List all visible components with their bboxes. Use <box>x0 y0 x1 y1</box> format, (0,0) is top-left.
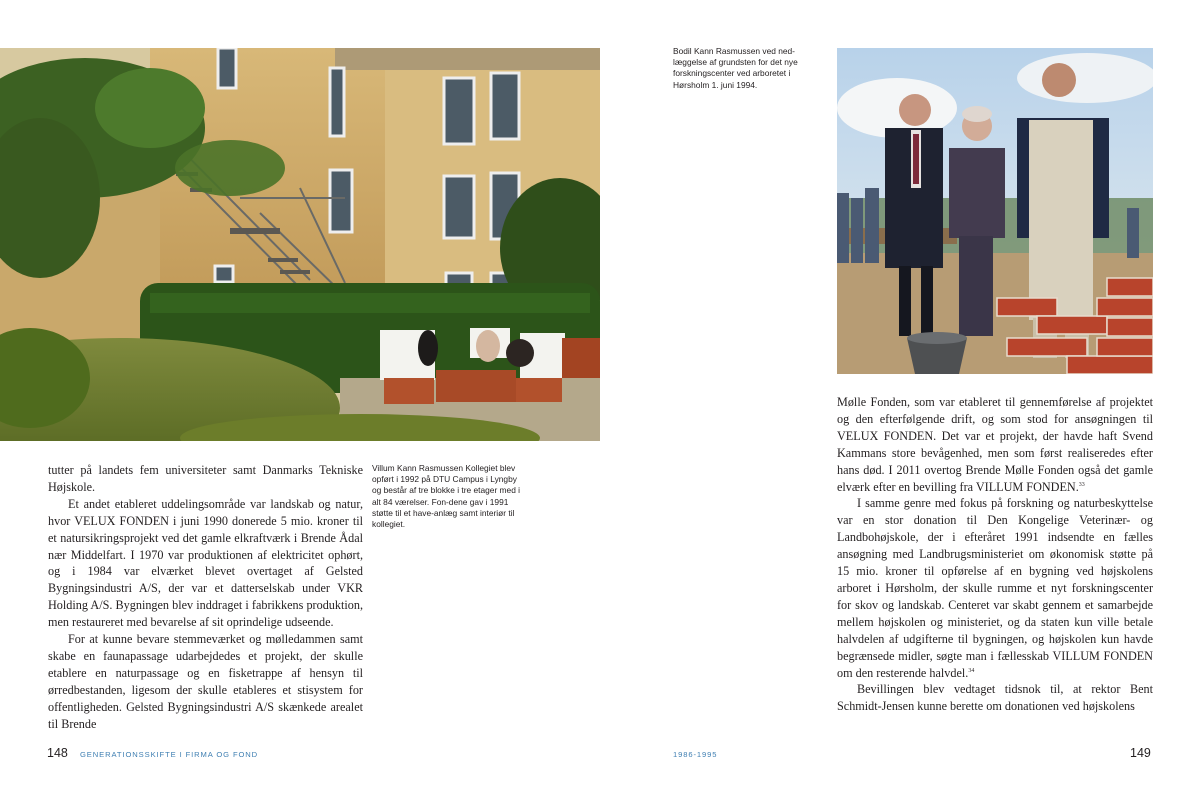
page-number: 148 <box>47 746 68 760</box>
paragraph-with-footnote <box>837 394 1153 495</box>
paragraph-text: I samme genre med fokus på forskning og naturbeskyttelse var en stor donation til Den Kongelige Veterinær- og Landbohøjskole, der i efteråret 1991 indsendte en fælles ansøgning med Landbrugsministeriet om økonomisk støtte på 15 mio. kroner til opførelse af en bygning ved højskolens arboret i Hørsholm, der skulle rumme et nyt forskningscenter for skov og landskab. Centeret var skabt gennem et samarbejde mellem højskolen og ministeriet, og da staten kun ville betale halvdelen af udgifterne til bygningen, og højskolen kun havde begrænsede midler, søgte man i fællesskab VILLUM FONDEN om den resterende halvdel. <box>837 496 1153 680</box>
paragraph: tutter på landets fem universiteter samt Danmarks Tekniske Højskole. <box>48 463 363 494</box>
paragraph-text: Mølle Fonden, som var etableret til gennemførelse af projektet og den efterfølgende drift, og som stod for ansøgningen til VELUX FONDEN. Det var et projekt, der havde haft Svend Kammans store bevågenhed, men som først realiseredes efter hans død. I 2011 overtog Brende Mølle Fonden også det gamle elværk efter en bevilling fra VILLUM FONDEN. <box>837 395 1153 494</box>
page-number: 149 <box>1130 746 1151 760</box>
paragraph-with-footnote <box>837 495 1153 681</box>
footnote-marker: 33 <box>1078 481 1085 488</box>
groundbreaking-ceremony-photo <box>837 48 1153 374</box>
footnote-marker: 34 <box>968 667 975 674</box>
photo-caption: Bodil Kann Rasmussen ved ned-læggelse af grundsten for det nye forskningscenter ved arboretet i Hørsholm 1. juni 1994. <box>673 46 798 90</box>
paragraph: For at kunne bevare stemmeværket og mølledammen samt skabe en faunapassage udarbejdedes et projekt, der skulle etablere en naturpassage og en fisketrappe af hensyn til ørredbestanden, ligesom der skulle etableres et stisystem for offentligheden. Gelsted Bygningsindustri A/S skænkede arealet til Brende <box>48 632 363 731</box>
running-head: GENERATIONSSKIFTE I FIRMA OG FOND <box>80 750 259 759</box>
left-body-text <box>48 462 363 733</box>
right-body-text <box>837 394 1153 715</box>
photo-caption: Villum Kann Rasmussen Kollegiet blev opført i 1992 på DTU Campus i Lyngby og består af tre blokke i tre etager med i alt 84 værelser. Fon-dene gav i 1991 støtte til et have-anlæg samt interiør til kollegiet. <box>372 463 521 530</box>
paragraph: Bevillingen blev vedtaget tidsnok til, at rektor Bent Schmidt-Jensen kunne berette om donationen ved højskolens <box>837 682 1153 714</box>
paragraph: Et andet etableret uddelingsområde var landskab og natur, hvor VELUX FONDEN i juni 1990 donerede 5 mio. kroner til et natursikringsprojekt ved det gamle elkraftværk i Brende Ådal nær Middelfart. I 1970 var produktionen af elektricitet ophørt, og i 1984 var elværket blevet overtaget af Gelsted Bygningsindustri A/S, der var et datterselskab under VKR Holding A/S. Bygningen blev inddraget i fabrikkens produktion, men restaureret med bevarelse af sit oprindelige udseende. <box>48 496 363 630</box>
running-head: 1986-1995 <box>673 750 718 759</box>
college-courtyard-photo <box>0 48 600 441</box>
